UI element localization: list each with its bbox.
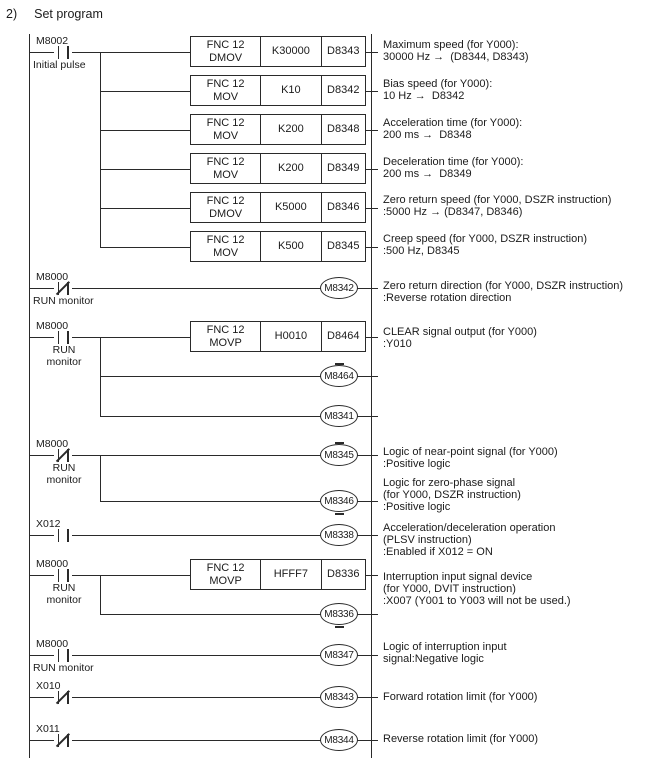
- fnc-number: FNC 12: [206, 324, 245, 336]
- fnc-number: FNC 12: [206, 78, 245, 90]
- contact-description: monitor: [46, 594, 82, 606]
- comment-line: :Positive logic: [383, 501, 451, 514]
- rung-comment: [383, 156, 523, 180]
- comment-line: :Enabled if X012 = ON: [383, 546, 493, 559]
- comment-line: Logic for zero-phase signal: [383, 477, 516, 489]
- fnc-cell: [191, 193, 260, 222]
- comment-line: 30000 Hz → (D8344, D8343): [383, 51, 529, 64]
- comment-line: Bias speed (for Y000):: [383, 78, 493, 90]
- artifact-dash: [335, 442, 344, 444]
- operand-value: K500: [260, 232, 320, 261]
- comment-line: 200 ms → D8348: [383, 129, 472, 142]
- destination-register: D8343: [321, 37, 366, 66]
- contact-device-label: X010: [36, 680, 61, 692]
- destination-register: D8346: [321, 193, 366, 222]
- destination-register: D8336: [321, 560, 366, 589]
- instruction-block: [190, 153, 366, 184]
- destination-register: D8464: [321, 322, 366, 351]
- operand-value: K10: [260, 76, 320, 105]
- left-power-rail: [29, 34, 30, 758]
- title-text: Set program: [34, 7, 103, 21]
- comment-line: 200 ms → D8349: [383, 168, 472, 181]
- branch-line: [100, 575, 101, 614]
- rung-comment: [383, 117, 522, 141]
- fnc-mnemonic: MOV: [213, 90, 239, 103]
- operand-value: K30000: [260, 37, 320, 66]
- output-coil: M8341: [320, 405, 358, 427]
- branch-line: [100, 455, 101, 501]
- contact-device-label: M8000: [36, 438, 69, 450]
- fnc-cell: [191, 322, 260, 351]
- contact-bar-left: [58, 569, 60, 582]
- rung-comment: [383, 194, 611, 218]
- destination-register: D8349: [321, 154, 366, 183]
- contact-bar-left: [58, 46, 60, 59]
- fnc-cell: [191, 37, 260, 66]
- operand-value: K200: [260, 154, 320, 183]
- fnc-mnemonic: MOV: [213, 129, 239, 142]
- artifact-dash: [335, 513, 344, 515]
- output-coil: M8464: [320, 365, 358, 387]
- fnc-cell: [191, 76, 260, 105]
- fnc-number: FNC 12: [206, 562, 245, 574]
- contact-device-label: M8000: [36, 271, 69, 283]
- output-coil: M8347: [320, 644, 358, 666]
- contact-description: RUN: [52, 344, 76, 356]
- title-number: 2): [6, 7, 18, 21]
- comment-line: :X007 (Y001 to Y003 will not be used.): [383, 595, 571, 608]
- rung-comment: [383, 733, 538, 745]
- comment-line: :500 Hz, D8345: [383, 245, 460, 258]
- fnc-number: FNC 12: [206, 117, 245, 129]
- output-coil: M8345: [320, 444, 358, 466]
- rung-comment: [383, 78, 492, 102]
- comment-line: Forward rotation limit (for Y000): [383, 691, 538, 703]
- fnc-cell: [191, 560, 260, 589]
- output-coil: M8343: [320, 686, 358, 708]
- contact-device-label: X011: [36, 723, 60, 735]
- artifact-dash: [335, 626, 344, 628]
- comment-line: (for Y000, DSZR instruction): [383, 489, 521, 502]
- fnc-cell: [191, 115, 260, 144]
- rung-comment: [383, 477, 521, 514]
- contact-description: RUN: [52, 582, 76, 594]
- instruction-block: [190, 75, 366, 106]
- instruction-block: [190, 36, 366, 67]
- contact-bar-right: [67, 569, 69, 582]
- destination-register: D8348: [321, 115, 366, 144]
- contact-device-label: M8000: [36, 320, 69, 332]
- right-power-rail: [371, 34, 372, 758]
- page-title: [6, 7, 103, 21]
- fnc-mnemonic: DMOV: [209, 51, 243, 64]
- contact-description: RUN monitor: [33, 662, 94, 674]
- contact-bar-left: [58, 649, 60, 662]
- comment-line: :Y010: [383, 338, 412, 351]
- comment-line: :Reverse rotation direction: [383, 292, 512, 305]
- output-coil: M8342: [320, 277, 358, 299]
- rung-comment: [383, 39, 529, 63]
- fnc-cell: [191, 232, 260, 261]
- contact-device-label: M8000: [36, 638, 69, 650]
- comment-line: Reverse rotation limit (for Y000): [383, 733, 539, 745]
- comment-line: Creep speed (for Y000, DSZR instruction): [383, 233, 587, 245]
- output-coil: M8336: [320, 603, 358, 625]
- instruction-block: [190, 559, 366, 590]
- comment-line: Maximum speed (for Y000):: [383, 39, 519, 51]
- comment-line: signal:Negative logic: [383, 653, 484, 666]
- comment-line: 10 Hz → D8342: [383, 90, 465, 103]
- comment-line: Logic of near-point signal (for Y000): [383, 446, 558, 458]
- rung-comment: [383, 691, 537, 703]
- comment-line: Zero return direction (for Y000, DSZR instruction): [383, 280, 624, 292]
- comment-line: :5000 Hz → (D8347, D8346): [383, 206, 523, 219]
- contact-description: monitor: [46, 474, 82, 486]
- branch-line: [100, 52, 101, 247]
- instruction-block: [190, 114, 366, 145]
- rung-comment: [383, 233, 587, 257]
- contact-device-label: M8000: [36, 558, 69, 570]
- instruction-block: [190, 192, 366, 223]
- instruction-block: [190, 321, 366, 352]
- artifact-dash: [335, 363, 344, 365]
- destination-register: D8345: [321, 232, 366, 261]
- contact-description: RUN: [52, 462, 76, 474]
- comment-line: :Positive logic: [383, 458, 451, 471]
- fnc-mnemonic: MOVP: [209, 336, 242, 349]
- fnc-number: FNC 12: [206, 234, 245, 246]
- contact-description: monitor: [46, 356, 82, 368]
- comment-line: Acceleration time (for Y000):: [383, 117, 523, 129]
- operand-value: K5000: [260, 193, 320, 222]
- fnc-number: FNC 12: [206, 39, 245, 51]
- rung-comment: [383, 571, 571, 608]
- output-coil: M8344: [320, 729, 358, 751]
- operand-value: K200: [260, 115, 320, 144]
- contact-bar-right: [67, 529, 69, 542]
- fnc-cell: [191, 154, 260, 183]
- rung-comment: [383, 641, 507, 665]
- contact-bar-right: [67, 331, 69, 344]
- contact-bar-right: [67, 46, 69, 59]
- fnc-mnemonic: MOV: [213, 168, 239, 181]
- fnc-number: FNC 12: [206, 195, 245, 207]
- comment-line: Acceleration/deceleration operation: [383, 522, 556, 534]
- comment-line: Deceleration time (for Y000):: [383, 156, 524, 168]
- rung-comment: [383, 280, 623, 304]
- rung-comment: [383, 446, 558, 470]
- contact-device-label: M8002: [36, 35, 69, 47]
- fnc-mnemonic: MOVP: [209, 574, 242, 587]
- comment-line: CLEAR signal output (for Y000): [383, 326, 537, 338]
- output-coil: M8346: [320, 490, 358, 512]
- contact-description: RUN monitor: [33, 295, 94, 307]
- contact-bar-right: [67, 649, 69, 662]
- contact-bar-left: [58, 529, 60, 542]
- fnc-mnemonic: DMOV: [209, 207, 243, 220]
- operand-value: H0010: [260, 322, 320, 351]
- comment-line: Interruption input signal device: [383, 571, 533, 583]
- rung-comment: [383, 326, 537, 350]
- instruction-block: [190, 231, 366, 262]
- contact-device-label: X012: [36, 518, 61, 530]
- fnc-mnemonic: MOV: [213, 246, 239, 259]
- contact-description: Initial pulse: [33, 59, 86, 71]
- comment-line: (for Y000, DVIT instruction): [383, 583, 516, 596]
- operand-value: HFFF7: [260, 560, 320, 589]
- destination-register: D8342: [321, 76, 366, 105]
- output-coil: M8338: [320, 524, 358, 546]
- comment-line: (PLSV instruction): [383, 534, 472, 547]
- comment-line: Logic of interruption input: [383, 641, 507, 653]
- rung-comment: [383, 522, 555, 559]
- contact-bar-left: [58, 331, 60, 344]
- comment-line: Zero return speed (for Y000, DSZR instruction): [383, 194, 612, 206]
- fnc-number: FNC 12: [206, 156, 245, 168]
